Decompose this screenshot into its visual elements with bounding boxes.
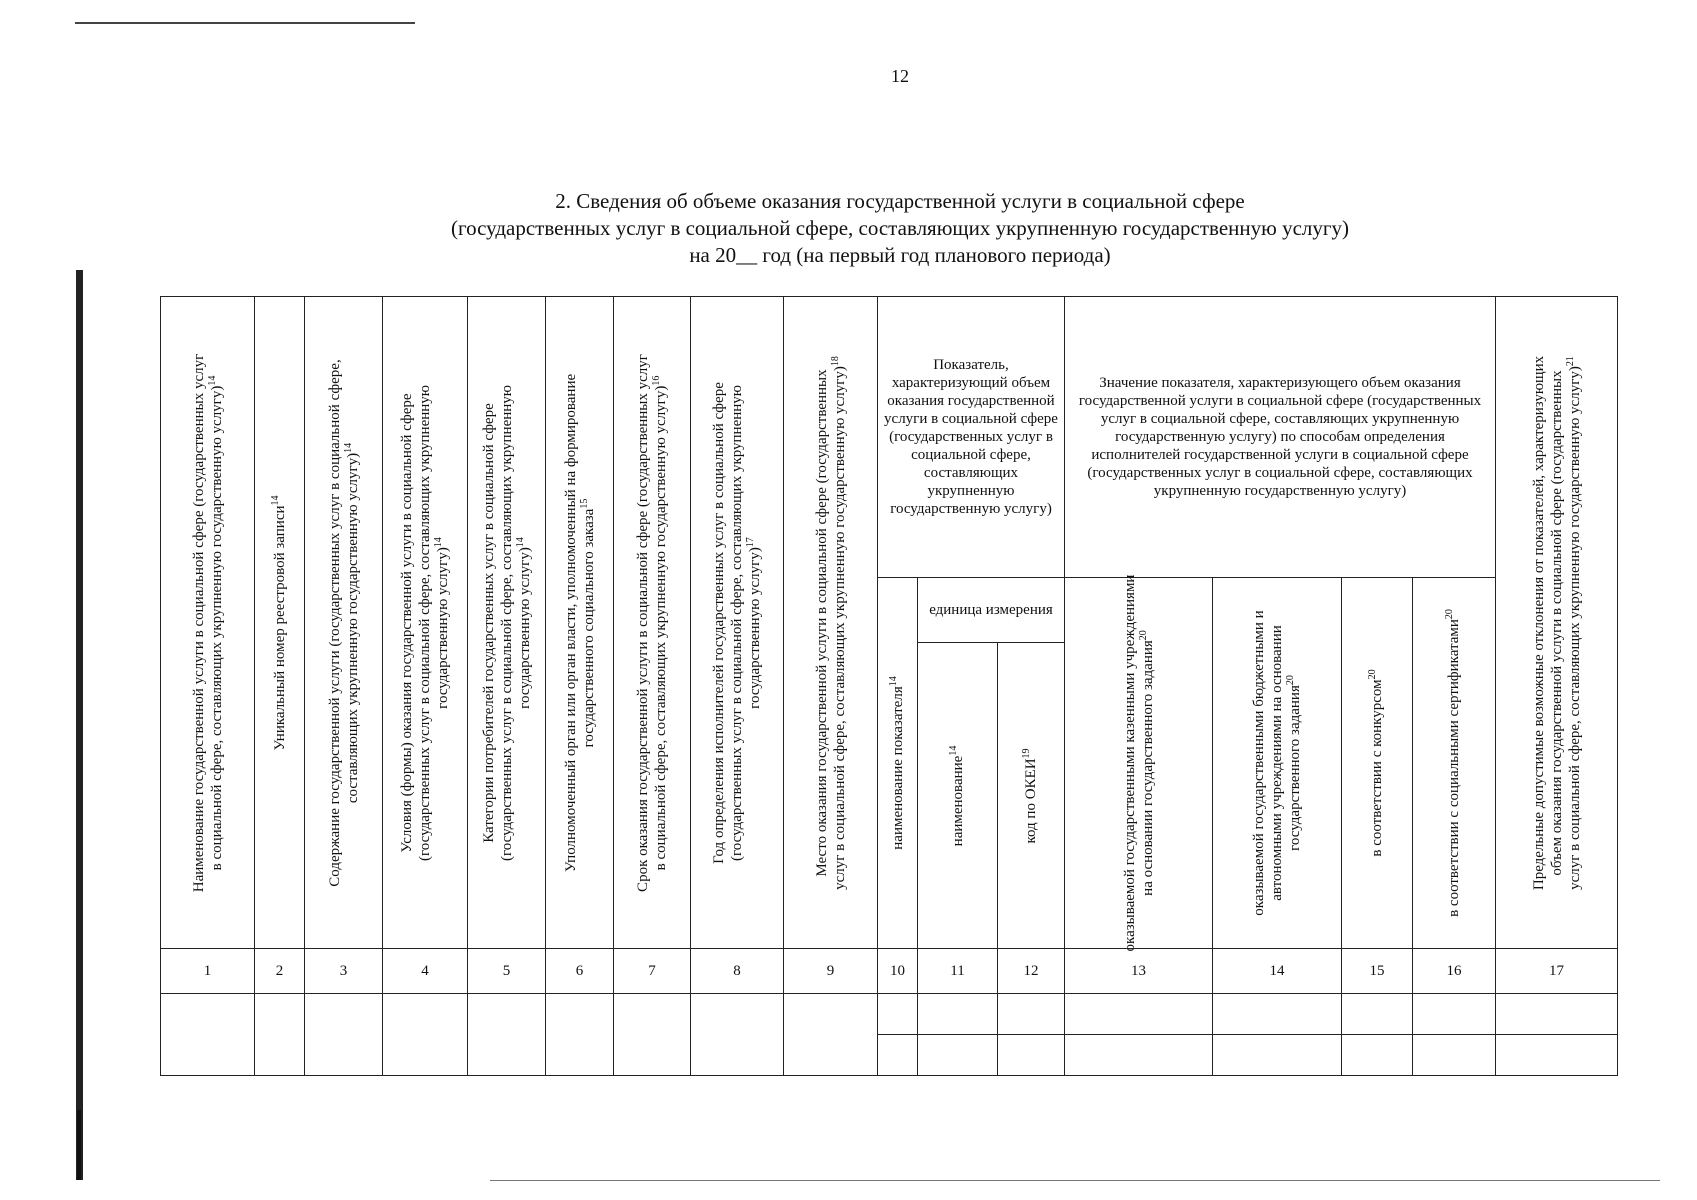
header-authorized-body: Уполномоченный орган или орган власти, уполномоченный на формирование государственного социального заказа$^{15}$ [546,297,614,949]
empty-cell [998,994,1065,1035]
empty-cell [383,994,468,1076]
header-consumer-categories: Категории потребителей государственных услуг в социальной сфере (государственных услуг в социальной сфере, составляющих укрупненную государственную услугу)$^{14}$ [468,297,546,949]
empty-cell [918,994,998,1035]
header-value-competition: в соответствии с конкурсом$^{20}$ [1342,578,1413,949]
header-value-group: Значение показателя, характеризующего объем оказания государственной услуги в социальной сфере (государственных услуг в социальной сфере, составляющих укрупненную государственную услугу) по способам определения исполнителей государственной услуги в социальной сфере (государственных услуг в социальной сфере, составляющих укрупненную государственную услугу) [1065,297,1496,578]
empty-cell [1213,994,1342,1035]
empty-cell [784,994,878,1076]
empty-cell [614,994,691,1076]
empty-cell [878,1035,918,1076]
empty-cell [1413,994,1496,1035]
empty-cell [305,994,383,1076]
scan-bottom-line [490,1180,1660,1181]
column-number: 4 [383,949,468,994]
title-line-1: 2. Сведения об объеме оказания государственной услуги в социальной сфере [555,189,1245,213]
empty-cell [1213,1035,1342,1076]
header-allowed-deviations: Предельные допустимые возможные отклонения от показателей, характеризующих объем оказания государственной услуги в социальной сфере (государственных услуг в социальной сфере, составляющих укрупненную государственную услугу)$^{21}$ [1496,297,1618,949]
header-service-place: Место оказания государственной услуги в социальной сфере (государственных услуг в социальной сфере, составляющих укрупненную государственную услугу)$^{18}$ [784,297,878,949]
header-value-budget-institutions: оказываемой государственными бюджетными и автономными учреждениями на основании государственного задания$^{20}$ [1213,578,1342,949]
column-number: 7 [614,949,691,994]
column-number: 15 [1342,949,1413,994]
column-number: 11 [918,949,998,994]
column-number: 17 [1496,949,1618,994]
volume-table [160,296,1618,1076]
column-number: 8 [691,949,784,994]
header-value-state-institutions: оказываемой государственными казенными учреждениями на основании государственного задания$^{20}$ [1065,578,1213,949]
empty-cell [878,994,918,1035]
column-number: 2 [255,949,305,994]
header-unit-name: наименование$^{14}$ [918,643,998,949]
title-line-2: (государственных услуг в социальной сфере, составляющих укрупненную государственную услугу) [451,216,1349,240]
empty-cell [691,994,784,1076]
column-number: 16 [1413,949,1496,994]
header-executor-year: Год определения исполнителей государственных услуг в социальной сфере (государственных услуг в социальной сфере, составляющих укрупненную государственную услугу)$^{17}$ [691,297,784,949]
header-indicator-name: наименование показателя$^{14}$ [878,578,918,949]
header-indicator-group: Показатель, характеризующий объем оказания государственной услуги в социальной сфере (государственных услуг в социальной сфере, составляющих укрупненную государственную услугу) [878,297,1065,578]
header-value-certificates: в соответствии с социальными сертификатами$^{20}$ [1413,578,1496,949]
section-title [300,188,1500,269]
header-unit-code: код по ОКЕИ$^{19}$ [998,643,1065,949]
empty-cell [1342,994,1413,1035]
header-unit-group: единица измерения [918,578,1065,643]
empty-cell [998,1035,1065,1076]
column-number: 5 [468,949,546,994]
column-number: 10 [878,949,918,994]
header-service-name: Наименование государственной услуги в социальной сфере (государственных услуг в социальной сфере, составляющих укрупненную государственную услугу)$^{14}$ [161,297,255,949]
table-row [161,994,1618,1035]
empty-cell [1065,994,1213,1035]
column-number: 9 [784,949,878,994]
empty-cell [1496,1035,1618,1076]
column-number: 14 [1213,949,1342,994]
column-numbers-row [161,949,1618,994]
empty-cell [1496,994,1618,1035]
column-number: 3 [305,949,383,994]
column-number: 6 [546,949,614,994]
column-number: 12 [998,949,1065,994]
scan-left-edge [76,270,83,1180]
scan-left-edge-mark [77,1110,81,1180]
empty-cell [546,994,614,1076]
header-service-term: Срок оказания государственной услуги в социальной сфере (государственных услуг в социальной сфере, составляющих укрупненную государственную услугу)$^{16}$ [614,297,691,949]
empty-cell [1413,1035,1496,1076]
column-number: 1 [161,949,255,994]
header-registry-number: Уникальный номер реестровой записи$^{14}$ [255,297,305,949]
scan-top-line [75,22,415,24]
empty-cell [1065,1035,1213,1076]
header-service-content: Содержание государственной услуги (государственных услуг в социальной сфере, составляющих укрупненную государственную услугу)$^{14}$ [305,297,383,949]
title-line-3: на 20__ год (на первый год планового периода) [689,243,1111,267]
empty-cell [255,994,305,1076]
empty-cell [1342,1035,1413,1076]
empty-cell [468,994,546,1076]
page-number: 12 [891,66,909,86]
header-service-conditions: Условия (формы) оказания государственной услуги в социальной сфере (государственных услуг в социальной сфере, составляющих укрупненную государственную услугу)$^{14}$ [383,297,468,949]
empty-cell [161,994,255,1076]
empty-cell [918,1035,998,1076]
column-number: 13 [1065,949,1213,994]
